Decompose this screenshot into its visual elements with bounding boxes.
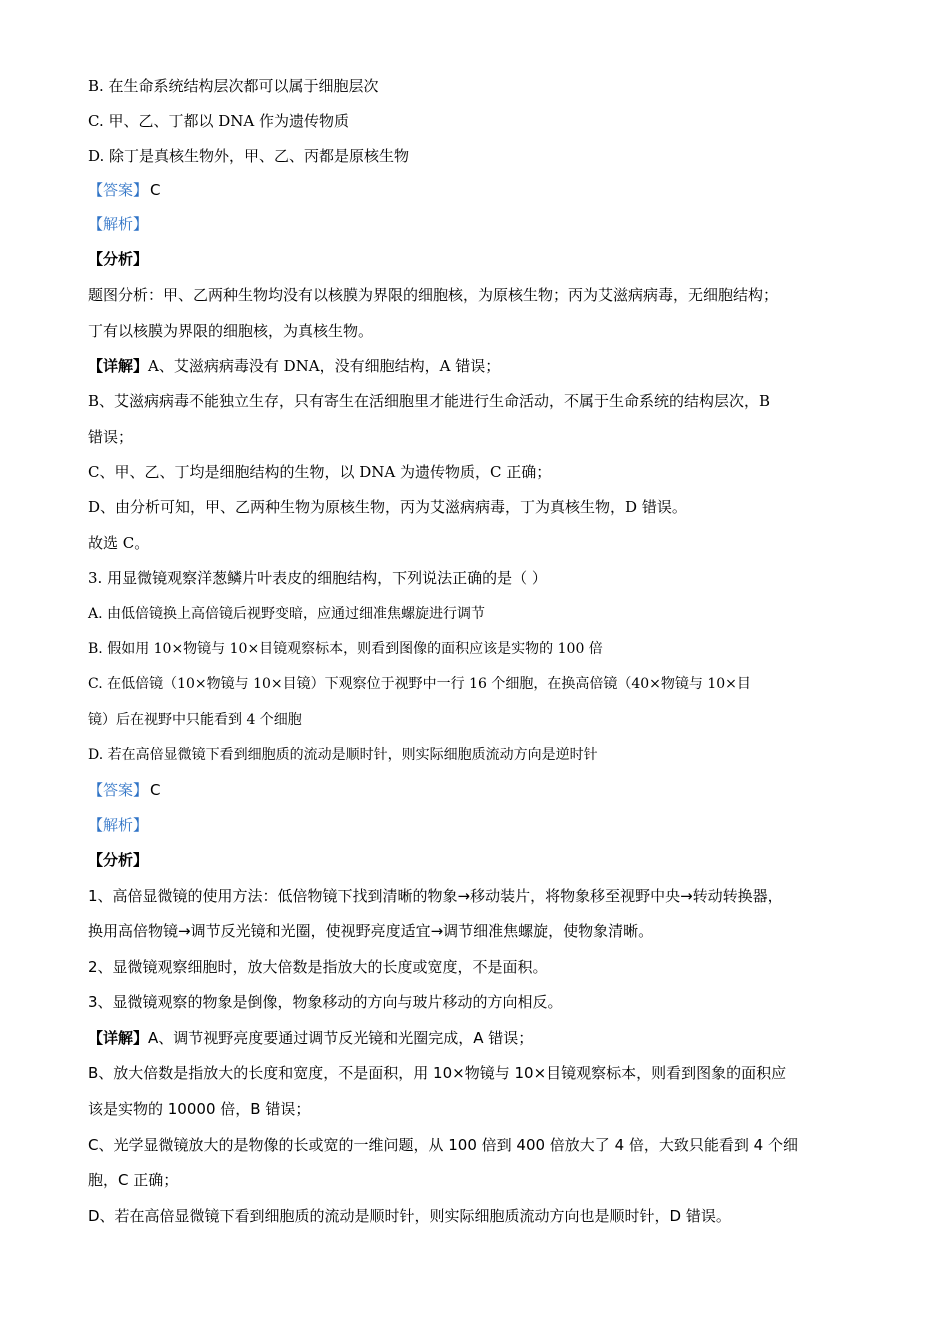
q2-answer-value: C — [150, 181, 161, 199]
q3-detail-line: D、若在高倍显微镜下看到细胞质的流动是顺时针，则实际细胞质流动方向也是顺时针，D 错误。 — [88, 1207, 731, 1225]
q2-option-c: C. 甲、乙、丁都以 DNA 作为遗传物质 — [88, 112, 349, 130]
q3-fenxi-line: 2、显微镜观察细胞时，放大倍数是指放大的长度或宽度，不是面积。 — [88, 958, 548, 976]
q2-option-d: D. 除丁是真核生物外，甲、乙、丙都是原核生物 — [88, 147, 410, 165]
q2-detail-first: A、艾滋病病毒没有 DNA，没有细胞结构，A 错误； — [148, 357, 501, 375]
q2-fenxi-line: 题图分析：甲、乙两种生物均没有以核膜为界限的细胞核，为原核生物；丙为艾滋病病毒，无细胞结构； — [88, 286, 779, 304]
q3-answer-label: 【答案】 — [88, 781, 149, 799]
q2-answer-label: 【答案】 — [88, 181, 149, 199]
q2-detail-line: 错误； — [88, 428, 134, 446]
q3-answer — [88, 780, 880, 800]
q3-analysis-label: 【解析】 — [88, 816, 149, 834]
q2-detail — [88, 356, 880, 376]
q3-option-d: D. 若在高倍显微镜下看到细胞质的流动是顺时针，则实际细胞质流动方向是逆时针 — [88, 747, 598, 763]
q3-fenxi-line: 换用高倍物镜→调节反光镜和光圈，使视野亮度适宜→调节细准焦螺旋，使物象清晰。 — [88, 922, 654, 940]
q3-option-c-cont: 镜）后在视野中只能看到 4 个细胞 — [88, 712, 302, 728]
q3-detail-line: 该是实物的 10000 倍，B 错误； — [88, 1100, 311, 1118]
q2-option-b: B. 在生命系统结构层次都可以属于细胞层次 — [88, 77, 379, 95]
q3-option-c: C. 在低倍镜（10×物镜与 10×目镜）下观察位于视野中一行 16 个细胞，在换高倍镜（40×物镜与 10×目 — [88, 676, 751, 692]
q3-detail-label: 【详解】 — [88, 1029, 149, 1047]
q3-detail-line: B、放大倍数是指放大的长度和宽度，不是面积，用 10×物镜与 10×目镜观察标本，则看到图象的面积应 — [88, 1064, 787, 1082]
q3-detail-first: A、调节视野亮度要通过调节反光镜和光圈完成，A 错误； — [148, 1029, 534, 1047]
q2-detail-line: D、由分析可知，甲、乙两种生物为原核生物，丙为艾滋病病毒，丁为真核生物，D 错误。 — [88, 498, 687, 516]
q2-detail-line: B、艾滋病病毒不能独立生存，只有寄生在活细胞里才能进行生命活动，不属于生命系统的结构层次，B — [88, 392, 771, 410]
q2-analysis-label: 【解析】 — [88, 215, 149, 233]
q3-detail-line: 胞，C 正确； — [88, 1171, 179, 1189]
q3-answer-value: C — [150, 781, 161, 799]
q2-fenxi-label: 【分析】 — [88, 250, 149, 268]
q2-detail-label: 【详解】 — [88, 357, 149, 375]
q3-option-a: A. 由低倍镜换上高倍镜后视野变暗，应通过细准焦螺旋进行调节 — [88, 606, 486, 622]
q2-detail-line: C、甲、乙、丁均是细胞结构的生物，以 DNA 为遗传物质，C 正确； — [88, 463, 552, 481]
q3-stem: 3. 用显微镜观察洋葱鳞片叶表皮的细胞结构，下列说法正确的是（ ） — [88, 569, 547, 587]
q3-fenxi-line: 1、高倍显微镜的使用方法：低倍物镜下找到清晰的物象→移动装片，将物象移至视野中央→转动转换器， — [88, 887, 783, 905]
q3-fenxi-line: 3、显微镜观察的物象是倒像，物象移动的方向与玻片移动的方向相反。 — [88, 993, 563, 1011]
q2-fenxi-line: 丁有以核膜为界限的细胞核，为真核生物。 — [88, 322, 374, 340]
q3-option-b: B. 假如用 10×物镜与 10×目镜观察标本，则看到图像的面积应该是实物的 100 倍 — [88, 641, 603, 657]
q3-fenxi-label: 【分析】 — [88, 851, 149, 869]
q2-answer — [88, 180, 880, 200]
q3-detail — [88, 1028, 880, 1048]
q2-conclusion: 故选 C。 — [88, 534, 150, 552]
q3-detail-line: C、光学显微镜放大的是物像的长或宽的一维问题，从 100 倍到 400 倍放大了 4 倍，大致只能看到 4 个细 — [88, 1136, 798, 1154]
